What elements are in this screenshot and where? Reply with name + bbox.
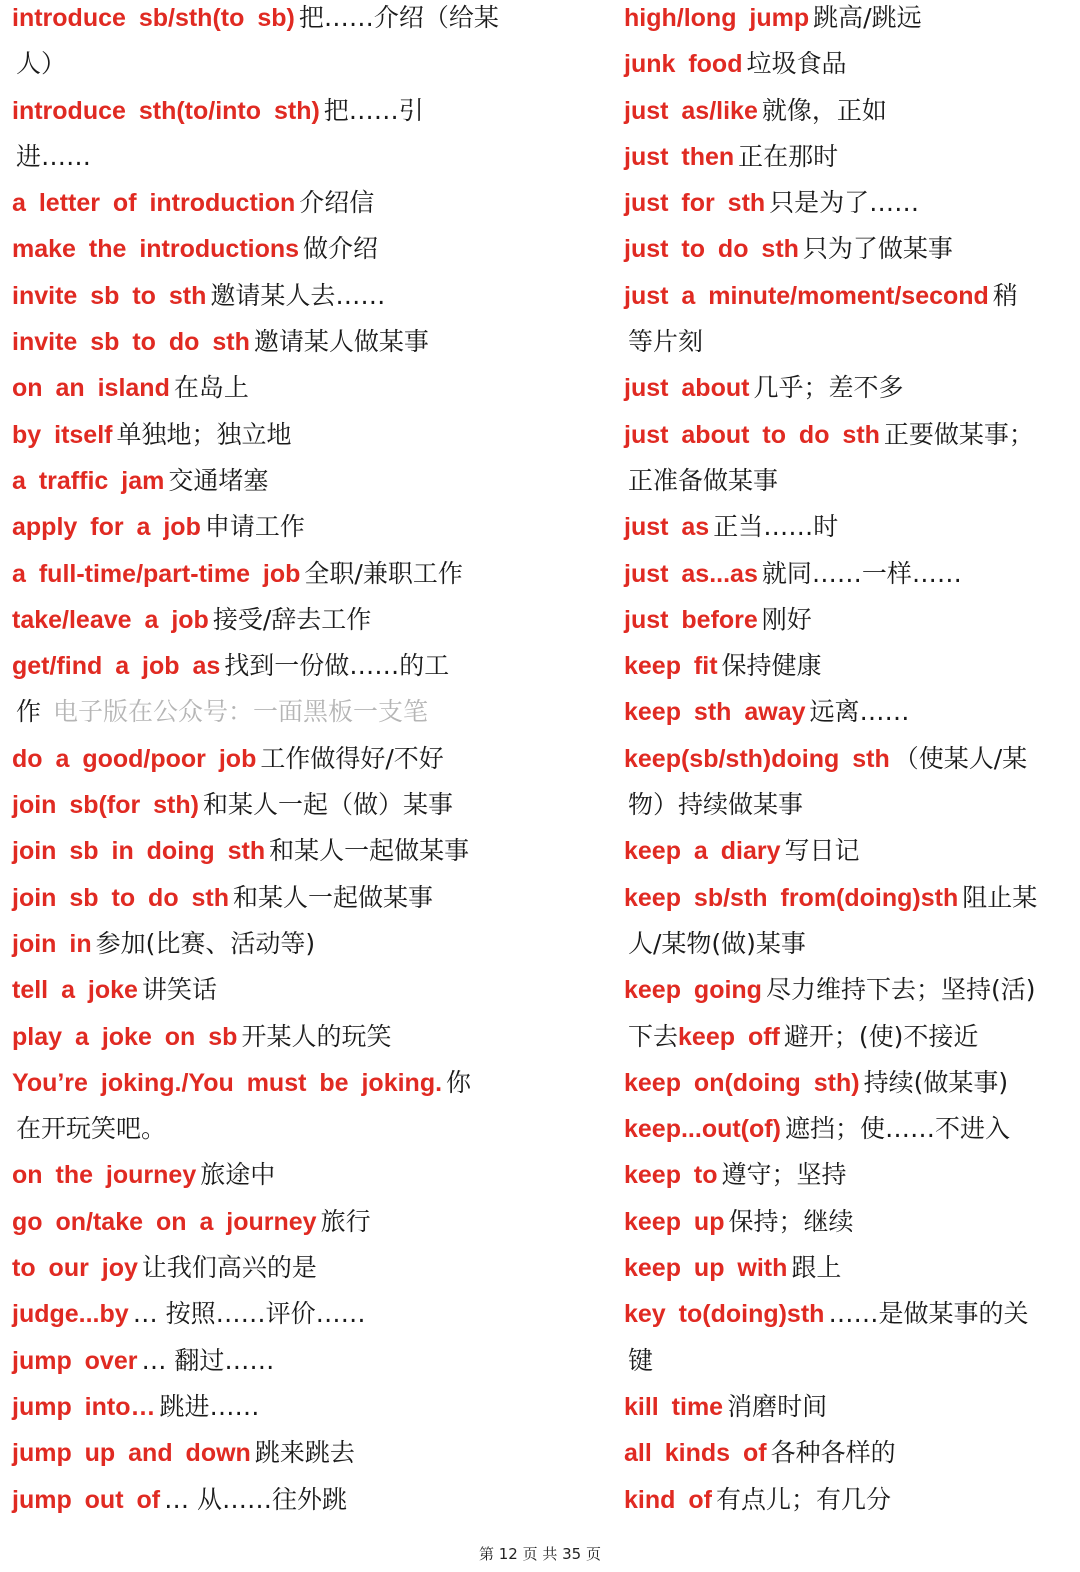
chinese-meaning: （使某人/某	[893, 743, 1028, 773]
chinese-meaning: 跳高/跳远	[813, 3, 922, 32]
english-phrase: introduce sth(to/into sth)	[12, 96, 320, 125]
english-phrase: all kinds of	[624, 1439, 767, 1468]
english-phrase: keep sb/sth from(doing)sth	[624, 883, 959, 912]
english-phrase: high/long jump	[624, 4, 810, 32]
chinese-meaning: 邀请某人去……	[210, 280, 386, 310]
chinese-meaning: … 翻过……	[141, 1345, 275, 1375]
chinese-meaning: 遮挡；使……不进入	[784, 1114, 1010, 1144]
english-phrase: just for sth	[624, 189, 766, 218]
vocab-line	[12, 417, 597, 463]
english-phrase: keep a diary	[624, 837, 781, 866]
vocab-line	[624, 1343, 1074, 1389]
english-phrase: keep going	[624, 976, 762, 1005]
vocab-line	[12, 93, 597, 139]
chinese-meaning: 找到一份做……的工	[224, 651, 450, 681]
english-phrase: join sb(for sth)	[12, 791, 199, 820]
english-phrase: keep on(doing sth)	[624, 1068, 860, 1097]
vocab-line	[12, 694, 597, 740]
vocab-line	[12, 1482, 597, 1528]
vocab-line	[624, 463, 1074, 509]
chinese-meaning: 就像，正如	[761, 95, 887, 125]
english-phrase: just to do sth	[624, 235, 799, 264]
english-phrase: play a joke on sb	[12, 1022, 238, 1051]
english-phrase: keep sth away	[624, 698, 806, 727]
vocab-line	[12, 370, 597, 416]
vocab-line	[12, 833, 597, 879]
english-phrase: join sb in doing sth	[12, 837, 266, 866]
chinese-meaning: 和某人一起做某事	[269, 836, 470, 866]
chinese-meaning: 单独地；独立地	[116, 419, 292, 449]
vocab-line	[624, 1019, 1074, 1065]
vocab-line	[12, 1111, 597, 1157]
chinese-meaning: 旅途中	[200, 1160, 276, 1190]
english-phrase: junk food	[624, 50, 743, 79]
chinese-meaning: 正当……时	[713, 512, 839, 542]
chinese-meaning: 人）	[16, 49, 67, 79]
chinese-meaning: 物）持续做某事	[628, 790, 804, 820]
vocab-line	[624, 185, 1074, 231]
chinese-meaning: 申请工作	[204, 512, 305, 542]
vocab-line	[12, 602, 597, 648]
chinese-meaning: 阻止某	[962, 882, 1038, 912]
vocab-line	[12, 648, 597, 694]
english-phrase: on the journey	[12, 1161, 197, 1190]
vocab-line	[624, 972, 1074, 1018]
left-column	[12, 0, 597, 1528]
english-phrase: do a good/poor job	[12, 744, 257, 773]
vocab-line	[624, 1482, 1074, 1528]
english-phrase: apply for a job	[12, 513, 201, 542]
english-phrase: a letter of introduction	[12, 189, 296, 218]
english-phrase: go on/take on a journey	[12, 1207, 317, 1236]
english-phrase: invite sb to do sth	[12, 328, 250, 357]
chinese-meaning: 把……介绍（给某	[298, 3, 499, 32]
english-phrase: to our joy	[12, 1254, 138, 1283]
chinese-meaning: 就同……一样……	[761, 558, 962, 588]
english-phrase: by itself	[12, 420, 113, 449]
chinese-meaning: … 从……往外跳	[164, 1484, 348, 1514]
vocab-line	[12, 926, 597, 972]
chinese-meaning: 保持健康	[721, 651, 822, 681]
chinese-meaning: 跟上	[791, 1253, 842, 1283]
vocab-line	[12, 1065, 597, 1111]
english-phrase: just about	[624, 374, 750, 403]
chinese-meaning: 跳进……	[159, 1391, 260, 1421]
vocab-line	[12, 880, 597, 926]
english-phrase: jump into…	[12, 1392, 156, 1421]
chinese-meaning: 人/某物(做)某事	[628, 928, 806, 958]
english-phrase: make the introductions	[12, 235, 300, 264]
vocab-line	[12, 1157, 597, 1203]
english-phrase: You’re joking./You must be joking.	[12, 1068, 443, 1097]
chinese-meaning: 远离……	[809, 697, 910, 727]
chinese-meaning: 尽力维持下去；坚持(活)	[765, 975, 1036, 1005]
vocab-line	[624, 602, 1074, 648]
chinese-meaning: 写日记	[784, 836, 860, 866]
chinese-meaning: 正准备做某事	[628, 465, 779, 495]
chinese-meaning: 持续(做某事)	[863, 1067, 1009, 1097]
chinese-meaning: 只是为了……	[769, 188, 920, 218]
english-phrase: on an island	[12, 374, 170, 403]
vocab-line	[624, 1250, 1074, 1296]
vocab-line	[624, 926, 1074, 972]
vocab-line	[624, 0, 1074, 46]
chinese-meaning: ……是做某事的关	[828, 1299, 1029, 1329]
vocab-line	[12, 1389, 597, 1435]
chinese-meaning: 作	[16, 697, 42, 727]
chinese-meaning: 做介绍	[303, 234, 379, 264]
vocab-line	[624, 93, 1074, 139]
english-phrase: just as/like	[624, 96, 758, 125]
watermark-text: 电子版在公众号：一面黑板一支笔	[53, 697, 429, 727]
vocab-line	[12, 509, 597, 555]
vocab-line	[12, 463, 597, 509]
vocab-line	[12, 139, 597, 185]
chinese-meaning: 跳来跳去	[254, 1438, 355, 1468]
chinese-meaning: 开某人的玩笑	[241, 1021, 392, 1051]
vocab-line	[12, 278, 597, 324]
chinese-meaning: 你	[446, 1067, 472, 1097]
vocab-line	[624, 1204, 1074, 1250]
chinese-meaning: 避开；(使)不接近	[783, 1021, 979, 1051]
english-phrase: kind of	[624, 1485, 712, 1514]
english-phrase: just about to do sth	[624, 420, 880, 449]
vocab-line	[12, 324, 597, 370]
chinese-meaning: 交通堵塞	[168, 465, 269, 495]
chinese-meaning: 在岛上	[173, 373, 249, 403]
vocab-line	[12, 46, 597, 92]
english-phrase: judge...by	[12, 1300, 129, 1329]
chinese-meaning: 接受/辞去工作	[212, 604, 372, 634]
chinese-meaning: 有点儿；有几分	[715, 1484, 891, 1514]
vocab-line	[12, 1250, 597, 1296]
vocab-line	[624, 1065, 1074, 1111]
english-phrase: keep up with	[624, 1254, 788, 1283]
vocab-line	[12, 556, 597, 602]
chinese-meaning: 等片刻	[628, 327, 704, 357]
page-footer: 第 12 页 共 35 页	[478, 1545, 601, 1563]
vocab-line	[12, 1343, 597, 1389]
vocab-line	[12, 1296, 597, 1342]
vocab-line	[12, 1204, 597, 1250]
english-phrase: keep off	[678, 1022, 780, 1051]
chinese-meaning: 和某人一起做某事	[233, 882, 434, 912]
english-phrase: just as...as	[624, 559, 758, 588]
chinese-meaning: 进……	[16, 141, 92, 171]
english-phrase: join in	[12, 929, 92, 958]
english-phrase: jump up and down	[12, 1439, 251, 1468]
vocab-line	[12, 1019, 597, 1065]
vocab-line	[624, 694, 1074, 740]
english-phrase: get/find a job as	[12, 652, 221, 681]
vocab-line	[12, 1435, 597, 1481]
chinese-meaning: 消磨时间	[727, 1391, 828, 1421]
english-phrase: jump over	[12, 1346, 138, 1375]
vocab-line	[624, 278, 1074, 324]
vocab-line	[624, 509, 1074, 555]
chinese-meaning: 和某人一起（做）某事	[202, 790, 453, 820]
english-phrase: tell a joke	[12, 976, 138, 1005]
chinese-meaning: 各种各样的	[770, 1438, 896, 1468]
english-phrase: invite sb to sth	[12, 281, 207, 310]
english-phrase: just a minute/moment/second	[624, 281, 989, 310]
english-phrase: keep(sb/sth)doing sth	[624, 744, 890, 773]
vocab-line	[624, 1389, 1074, 1435]
chinese-meaning: 把……引	[323, 95, 424, 125]
chinese-meaning: 工作做得好/不好	[260, 743, 444, 773]
vocab-line	[12, 972, 597, 1018]
vocab-line	[12, 787, 597, 833]
vocab-line	[624, 231, 1074, 277]
english-phrase: keep up	[624, 1207, 725, 1236]
vocab-line	[624, 1157, 1074, 1203]
english-phrase: keep to	[624, 1161, 718, 1190]
vocab-line	[624, 648, 1074, 694]
vocab-line	[624, 1296, 1074, 1342]
vocab-line	[624, 741, 1074, 787]
vocab-line	[624, 787, 1074, 833]
chinese-meaning: 介绍信	[299, 188, 375, 218]
chinese-meaning: 遵守；坚持	[721, 1160, 847, 1190]
english-phrase: a full-time/part-time job	[12, 559, 301, 588]
vocab-line	[12, 231, 597, 277]
chinese-meaning: 键	[628, 1345, 654, 1375]
chinese-meaning: 正在那时	[738, 141, 839, 171]
vocab-line	[12, 185, 597, 231]
right-column	[624, 0, 1074, 1528]
chinese-meaning: 邀请某人做某事	[253, 327, 429, 357]
vocab-line	[624, 46, 1074, 92]
english-phrase: keep...out(of)	[624, 1115, 781, 1144]
chinese-meaning: 下去	[628, 1021, 679, 1051]
chinese-meaning: 参加(比赛、活动等)	[95, 928, 316, 958]
vocab-line	[624, 1111, 1074, 1157]
english-phrase: key to(doing)sth	[624, 1300, 825, 1329]
chinese-meaning: 讲笑话	[141, 975, 217, 1005]
english-phrase: jump out of	[12, 1485, 161, 1514]
chinese-meaning: 在开玩笑吧。	[16, 1114, 167, 1144]
vocab-line	[624, 833, 1074, 879]
vocab-line	[624, 880, 1074, 926]
vocab-line	[624, 556, 1074, 602]
vocab-line	[624, 417, 1074, 463]
english-phrase: keep fit	[624, 652, 718, 681]
chinese-meaning: 正要做某事；	[883, 419, 1034, 449]
vocab-line	[624, 324, 1074, 370]
vocab-line	[12, 741, 597, 787]
vocab-line	[624, 1435, 1074, 1481]
chinese-meaning: 保持；继续	[728, 1206, 854, 1236]
chinese-meaning: 几乎；差不多	[753, 373, 904, 403]
english-phrase: take/leave a job	[12, 605, 209, 634]
english-phrase: join sb to do sth	[12, 883, 230, 912]
chinese-meaning: 只为了做某事	[802, 234, 953, 264]
chinese-meaning: 垃圾食品	[746, 49, 847, 79]
english-phrase: just as	[624, 513, 710, 542]
chinese-meaning: 让我们高兴的是	[141, 1253, 317, 1283]
chinese-meaning: 稍	[992, 280, 1018, 310]
english-phrase: just then	[624, 142, 735, 171]
chinese-meaning: 旅行	[320, 1206, 371, 1236]
vocab-line	[624, 139, 1074, 185]
english-phrase: introduce sb/sth(to sb)	[12, 4, 295, 32]
english-phrase: a traffic jam	[12, 466, 165, 495]
english-phrase: kill time	[624, 1392, 724, 1421]
vocab-line	[624, 370, 1074, 416]
chinese-meaning: 全职/兼职工作	[304, 558, 463, 588]
chinese-meaning: 刚好	[761, 604, 812, 634]
vocab-line	[12, 0, 597, 46]
chinese-meaning: … 按照……评价……	[132, 1299, 366, 1329]
english-phrase: just before	[624, 605, 758, 634]
